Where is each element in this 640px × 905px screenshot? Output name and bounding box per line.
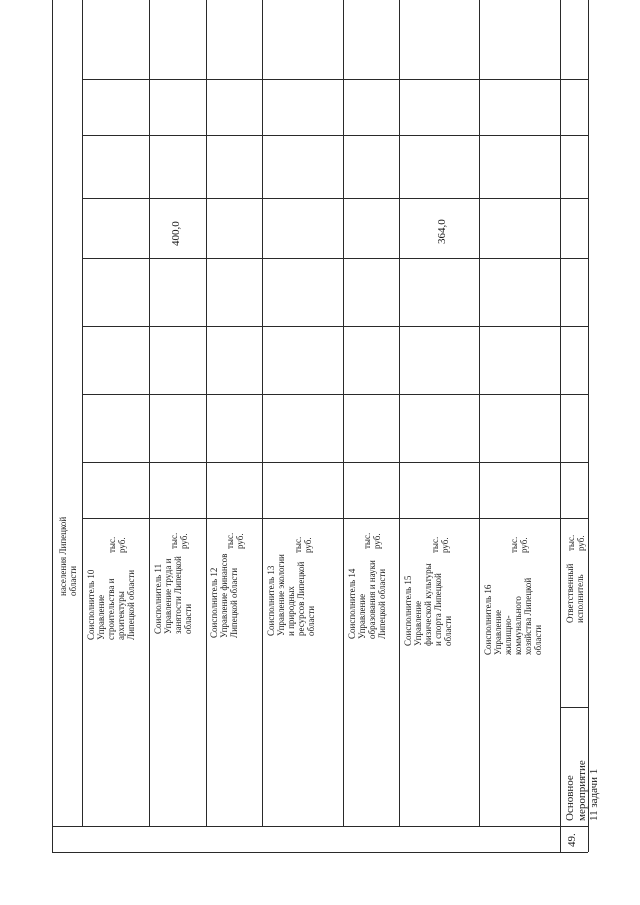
table-row-divider — [82, 462, 588, 463]
table-column-divider — [560, 0, 561, 852]
unit-cell: тыс. руб. — [293, 536, 313, 553]
row-label-coexecutor-10: Соисполнитель 10 Управление строительства и архитектуры Липецкой области — [86, 569, 136, 640]
value-cell-364: 364,0 — [436, 219, 448, 244]
row-label-coexecutor-16: Соисполнитель 16 Управление жилищно- коммунального хозяйства Липецкой области — [483, 577, 543, 655]
table-column-divider — [149, 0, 150, 826]
row-label-coexecutor-12: Соисполнитель 12 Управление финансов Липецкой области — [209, 553, 239, 638]
row-label-responsible-executor: Ответственный исполнитель — [565, 563, 585, 623]
table-row-divider — [82, 326, 588, 327]
measure-name: Основное мероприятие 11 задачи 1 — [564, 760, 600, 821]
row-label-coexecutor-11: Соисполнитель 11 Управление труда и занятости Липецкой области — [153, 556, 193, 634]
table-column-divider — [52, 0, 53, 852]
unit-cell: тыс. руб. — [566, 534, 586, 551]
table-column-divider — [262, 0, 263, 826]
table-column-divider — [399, 0, 400, 826]
table-row-divider — [52, 826, 588, 827]
unit-cell: тыс. руб. — [430, 536, 450, 553]
unit-cell: тыс. руб. — [509, 536, 529, 553]
table-row-divider — [82, 258, 588, 259]
table-row-divider — [82, 198, 588, 199]
table-row-divider — [560, 707, 588, 708]
row-label-coexecutor-15: Соисполнитель 15 Управление физической культуры и спорта Липецкой области — [403, 563, 453, 646]
row-label-population: населения Липецкой области — [58, 516, 78, 596]
table-column-divider — [82, 0, 83, 826]
table-column-divider — [479, 0, 480, 826]
table-border-line — [52, 852, 588, 853]
value-cell-400: 400,0 — [170, 221, 182, 246]
table-row-divider — [82, 79, 588, 80]
table-row-divider — [82, 135, 588, 136]
unit-cell: тыс. руб. — [225, 532, 245, 549]
table-row-divider — [82, 394, 588, 395]
row-label-coexecutor-13: Соисполнитель 13 Управление экологии и природных ресурсов Липецкой области — [266, 554, 316, 636]
row-label-coexecutor-14: Соисполнитель 14 Управление образования и науки Липецкой области — [347, 560, 387, 639]
row-number: 49. — [566, 833, 578, 847]
unit-cell: тыс. руб. — [362, 532, 382, 549]
unit-cell: тыс. руб. — [107, 536, 127, 553]
table-row-divider — [82, 518, 588, 519]
table-column-divider — [343, 0, 344, 826]
unit-cell: тыс. руб. — [169, 532, 189, 549]
table-border-line — [588, 0, 589, 852]
table-column-divider — [206, 0, 207, 826]
